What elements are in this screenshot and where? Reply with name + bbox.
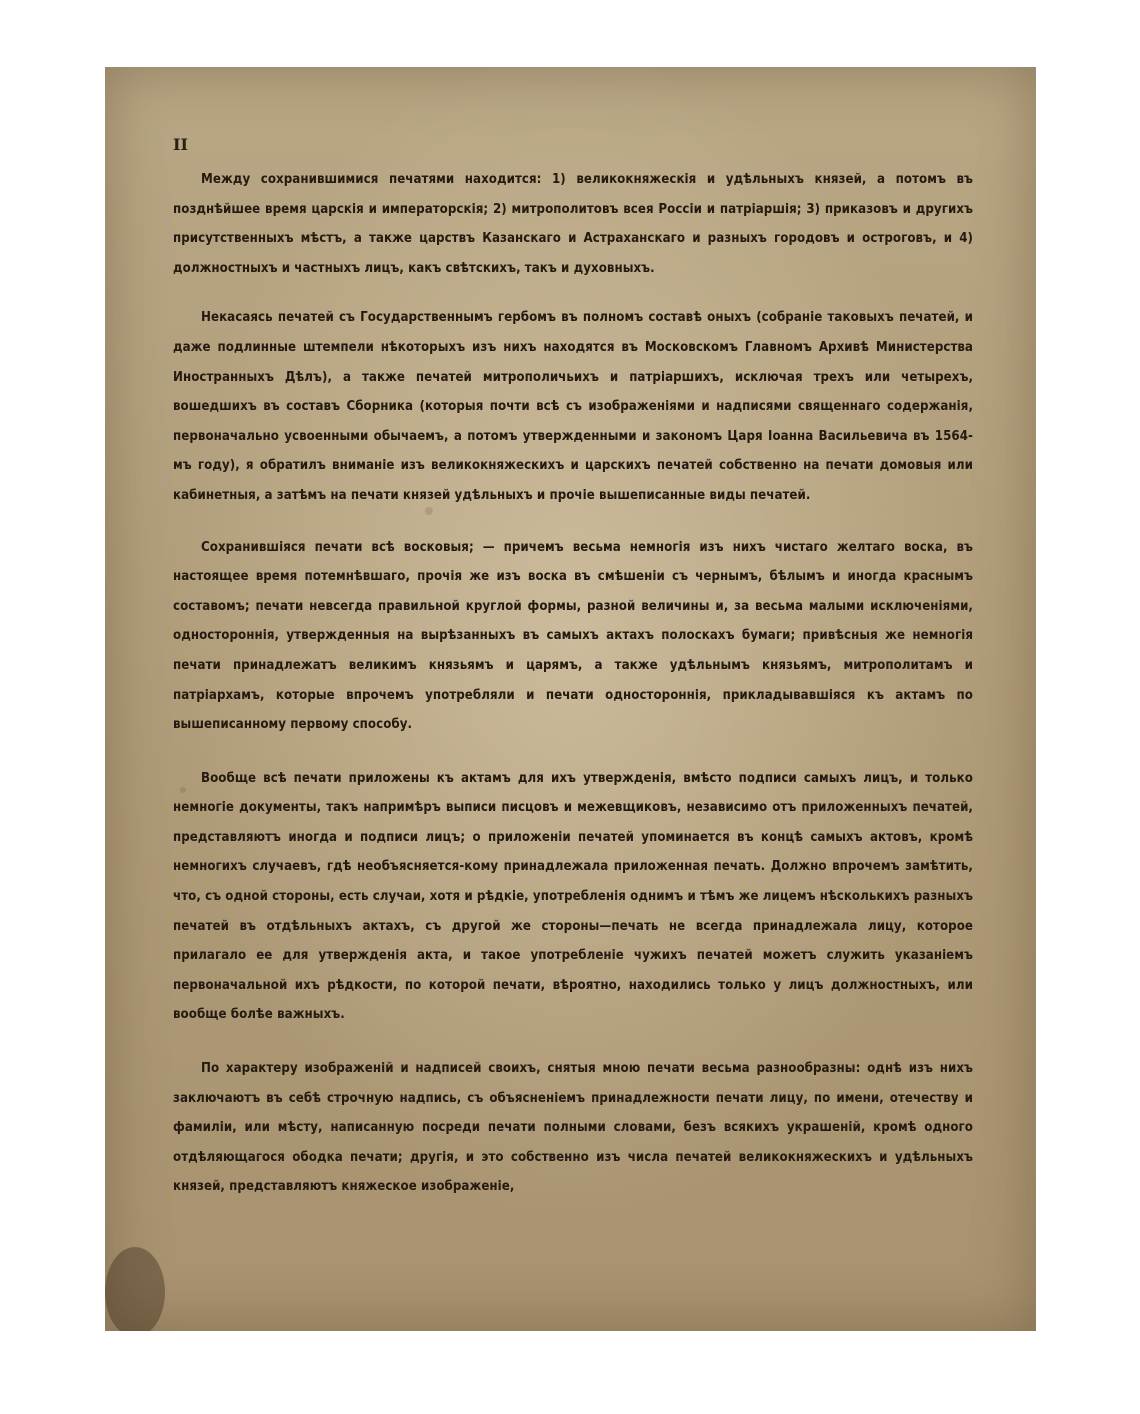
paragraph-2: Некасаясь печатей съ Государственнымъ гербомъ въ полномъ составѣ оныхъ (собраніе таковыхъ печатей, и даже подлинные штемпели нѣкоторыхъ изъ нихъ находятся въ Московскомъ Главномъ Архивѣ Министерства Иностранныхъ Дѣлъ), а также печатей митрополичьихъ и патріаршихъ, исключая трехъ или четырехъ, вошедшихъ въ составъ Сборника (которыя почти всѣ съ изображеніями и надписями священнаго содержанія, первоначально усвоенными обычаемъ, а потомъ утвержденными и закономъ Царя Іоанна Васильевича въ 1564-мъ году), я обратилъ вниманіе изъ великокняжескихъ и царскихъ печатей собственно на печати домовыя или кабинетныя, а затѣмъ на печати князей удѣльныхъ и прочіе вышеписанные виды печатей.	[173, 310, 973, 503]
scanned-page	[105, 67, 1036, 1331]
body-text	[173, 165, 973, 1226]
paragraph-3: Сохранившіяся печати всѣ восковыя; — причемъ весьма немногія изъ нихъ чистаго желтаго воска, въ настоящее время потемнѣвшаго, прочія же изъ воска въ смѣшеніи съ чернымъ, бѣлымъ и иногда краснымъ составомъ; печати невсегда правильной круглой формы, разной величины и, за весьма малыми исключеніями, одностороннія, утвержденныя на вырѣзанныхъ въ самыхъ актахъ полоскахъ бумаги; привѣсныя же немногія печати принадлежатъ великимъ князьямъ и царямъ, а также удѣльнымъ князьямъ, митрополитамъ и патріархамъ, которые впрочемъ употребляли и печати одностороннія, прикладывавшіяся къ актамъ по вышеписанному первому способу.	[173, 539, 973, 733]
paper-stain	[105, 1247, 165, 1331]
page-number: II	[173, 135, 188, 154]
paragraph-4: Вообще всѣ печати приложены къ актамъ для ихъ утвержденія, вмѣсто подписи самыхъ лицъ, и только немногіе документы, такъ напримѣръ выписи писцовъ и межевщиковъ, независимо отъ приложенныхъ печатей, представляютъ иногда и подписи лицъ; о приложеніи печатей упоминается въ концѣ самыхъ актовъ, кромѣ немногихъ случаевъ, гдѣ необъясняется-кому принадлежала приложенная печать. Должно впрочемъ замѣтить, что, съ одной стороны, есть случаи, хотя и рѣдкіе, употребленія однимъ и тѣмъ же лицемъ нѣсколькихъ разныхъ печатей въ отдѣльныхъ актахъ, съ другой же стороны—печать не всегда принадлежала лицу, которое прилагало ее для утвержденія акта, и такое употребленіе чужихъ печатей можетъ служить указаніемъ первоначальной ихъ рѣдкости, по которой печати, вѣроятно, находились только у лицъ должностныхъ, или вообще болѣе важныхъ.	[173, 770, 973, 1023]
paragraph-1: Между сохранившимися печатями находится: 1) великокняжескія и удѣльныхъ князей, а потомъ въ позднѣйшее время царскія и императорскія; 2) митрополитовъ всея Россіи и патріаршія; 3) приказовъ и другихъ присутственныхъ мѣстъ, а также царствъ Казанскаго и Астраханскаго и разныхъ городовъ и остроговъ, и 4) должностныхъ и частныхъ лицъ, какъ свѣтскихъ, такъ и духовныхъ.	[173, 172, 973, 276]
paragraph-5: По характеру изображеній и надписей своихъ, снятыя мною печати весьма разнообразны: однѣ изъ нихъ заключаютъ въ себѣ строчную надпись, съ объясненіемъ принадлежности печати лицу, по имени, отечеству и фамиліи, или мѣсту, написанную посреди печати полными словами, безъ всякихъ украшеній, кромѣ одного отдѣляющагося ободка печати; другія, и это собственно изъ числа печатей великокняжескихъ и удѣльныхъ князей, представляютъ княжеское изображеніе,	[173, 1061, 973, 1195]
